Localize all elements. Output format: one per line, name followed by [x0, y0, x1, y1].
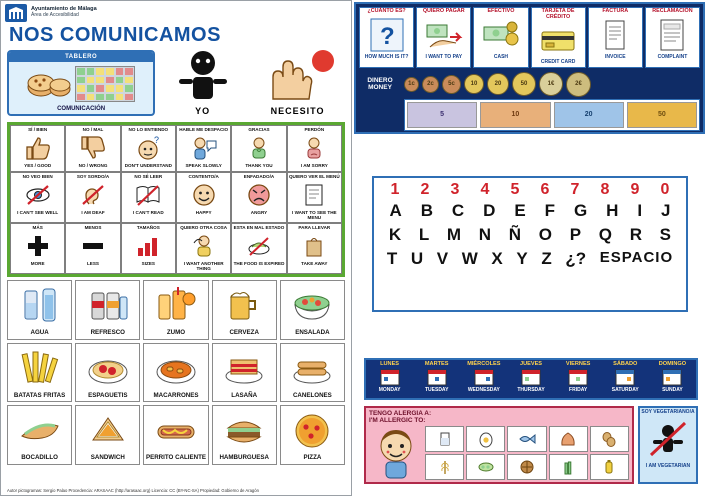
money-label — [359, 77, 401, 91]
cell-bottom-label: DON'T UNDERSTAND — [124, 163, 172, 168]
calendar-icon — [367, 367, 412, 387]
lasagna-icon — [214, 346, 275, 392]
food-cell-espaguetis[interactable] — [75, 343, 140, 403]
sorry-person-icon — [288, 133, 341, 163]
mini-board-grid — [75, 66, 135, 102]
letter-e[interactable]: E — [514, 201, 526, 220]
food-label: ESPAGUETIS — [88, 391, 128, 399]
food-label: SANDWICH — [90, 454, 125, 462]
day-label-es: VIERNES — [565, 361, 591, 367]
no-meat-icon — [640, 416, 696, 462]
food-label: ENSALADA — [295, 329, 330, 337]
grid-cell-more[interactable] — [10, 223, 65, 274]
card-label-en: COMPLAINT — [657, 53, 688, 60]
calendar-icon — [556, 367, 601, 387]
cell-bottom-label: SPEAK SLOWLY — [185, 163, 222, 168]
spaghetti-icon — [77, 346, 138, 392]
svg-text:?: ? — [154, 135, 160, 145]
coin-50c[interactable]: 50 — [512, 72, 536, 96]
baguette-sandwich-icon — [9, 408, 70, 454]
letter-h[interactable]: H — [606, 201, 619, 220]
coin-1c[interactable]: 1c — [404, 77, 419, 92]
food-label: LASAÑA — [231, 391, 258, 399]
card-label-es: RECLAMACIÓN — [652, 8, 693, 14]
letter-m[interactable]: M — [446, 225, 462, 244]
vegetarian-label-es: SOY VEGETARIANO/A — [641, 409, 695, 415]
question-key[interactable]: ¿? — [565, 249, 587, 268]
brand-text — [31, 7, 97, 18]
grid-cell-other-thing[interactable] — [176, 223, 231, 274]
letter-y[interactable]: Y — [516, 249, 528, 268]
day-label-es: MARTES — [424, 361, 449, 367]
grid-cell-less[interactable] — [65, 223, 120, 274]
cell-top-label: MÁS — [32, 225, 43, 231]
speaking-person-icon — [177, 133, 230, 163]
cell-bottom-label: SIZES — [141, 261, 155, 267]
allergy-panel — [364, 406, 634, 484]
cell-top-label: SÍ / BIEN — [28, 127, 48, 132]
me-label: YO — [195, 106, 211, 116]
allergy-title — [366, 408, 632, 424]
note-10[interactable]: 10 — [480, 102, 550, 128]
food-label: ZUMO — [166, 329, 186, 337]
food-cell-bocadillo[interactable] — [7, 405, 72, 465]
number-1[interactable]: 1 — [390, 181, 400, 198]
note-50[interactable]: 50 — [627, 102, 697, 128]
number-7[interactable]: 7 — [570, 181, 580, 198]
cell-top-label: ENFADADO/A — [243, 174, 275, 179]
grid-cell-dont-understand[interactable] — [121, 125, 176, 172]
day-thursday[interactable] — [507, 360, 554, 398]
food-cell-pizza[interactable] — [280, 405, 345, 465]
cell-top-label: HABLE ME DESPACIO — [179, 127, 229, 132]
minus-icon — [66, 231, 119, 261]
calendar-icon — [603, 367, 648, 387]
grid-cell-speak-slowly[interactable] — [176, 125, 231, 172]
card-credit-card[interactable] — [531, 7, 586, 68]
sandwich-icon — [77, 408, 138, 454]
letter-w[interactable]: W — [461, 249, 478, 268]
me-card — [161, 49, 244, 116]
city-logo-icon — [5, 4, 27, 22]
coin-5c[interactable]: 5c — [442, 75, 461, 94]
grid-cell-angry[interactable] — [231, 172, 286, 223]
number-4[interactable]: 4 — [480, 181, 490, 198]
day-label-es: DOMINGO — [658, 361, 687, 367]
calendar-icon — [461, 367, 506, 387]
number-3[interactable]: 3 — [450, 181, 460, 198]
alphabet-row-2 — [374, 223, 686, 247]
person-icon — [167, 49, 239, 101]
cell-top-label: NO VEO BIEN — [22, 174, 53, 179]
soda-can-icon — [77, 283, 138, 329]
thumbs-up-icon — [11, 133, 64, 163]
allergy-item-gluten[interactable] — [425, 454, 464, 480]
card-label-en: INVOICE — [604, 53, 626, 60]
coin-1e[interactable]: 1€ — [539, 72, 563, 96]
cell-bottom-label: I CAN'T SEE WELL — [17, 210, 59, 215]
food-label: CERVEZA — [229, 329, 259, 337]
letter-j[interactable]: J — [661, 201, 671, 220]
day-friday[interactable] — [555, 360, 602, 398]
calendar-icon — [508, 367, 553, 387]
food-cell-perrito-caliente[interactable] — [143, 405, 208, 465]
card-cash[interactable] — [473, 7, 528, 68]
need-card — [250, 49, 345, 116]
card-label-es: QUIERO PAGAR — [422, 8, 465, 14]
day-label-en: MONDAY — [378, 387, 401, 393]
cell-top-label: PERDÓN — [304, 127, 325, 132]
card-label-en: CASH — [493, 53, 509, 60]
cell-top-label: NO SÉ LEER — [134, 174, 163, 179]
money-label-es: DINERO — [367, 76, 393, 84]
day-sunday[interactable] — [649, 360, 696, 398]
day-wednesday[interactable] — [460, 360, 507, 398]
card-label-es: FACTURA — [602, 8, 629, 14]
grid-cell-yes[interactable] — [10, 125, 65, 172]
sandwich-icon — [27, 67, 71, 101]
allergy-item-celery[interactable] — [549, 454, 588, 480]
day-label-en: THURSDAY — [517, 387, 545, 393]
notes-list — [404, 99, 700, 131]
food-label: CANELONES — [292, 391, 332, 399]
coin-20c[interactable]: 20 — [487, 73, 509, 95]
card-label-en: I WANT TO PAY — [425, 53, 463, 60]
allergy-body — [366, 424, 632, 482]
food-label: PERRITO CALIENTE — [145, 454, 207, 462]
alphabet-row-1 — [374, 199, 686, 223]
question-mark-icon — [361, 15, 412, 55]
grid-cell-cant-see[interactable] — [10, 172, 65, 223]
letter-g[interactable]: G — [573, 201, 588, 220]
day-label-en: WEDNESDAY — [467, 387, 500, 393]
ear-crossed-icon — [66, 180, 119, 210]
allergy-item-fish[interactable] — [507, 426, 546, 452]
letter-r[interactable]: R — [629, 225, 642, 244]
grid-cell-deaf[interactable] — [65, 172, 120, 223]
cell-bottom-label: THE FOOD IS EXPIRED — [233, 261, 285, 267]
letter-v[interactable]: V — [436, 249, 449, 268]
macaroni-icon — [145, 346, 206, 392]
letter-f[interactable]: F — [544, 201, 556, 220]
letter-x[interactable]: X — [491, 249, 503, 268]
grid-cell-cant-read[interactable] — [121, 172, 176, 223]
communication-grid — [7, 122, 345, 277]
allergic-child-icon — [369, 426, 423, 480]
food-label: BOCADILLO — [21, 454, 58, 462]
cell-top-label: PARA LLEVAR — [298, 225, 331, 231]
number-9[interactable]: 9 — [630, 181, 640, 198]
board-card — [7, 50, 155, 116]
letter-b[interactable]: B — [420, 201, 433, 220]
other-thing-icon — [177, 231, 230, 261]
card-i-want-to-pay[interactable] — [416, 7, 471, 68]
cell-top-label: NO / MAL — [82, 127, 104, 132]
cell-top-label: QUIERO OTRA COSA — [180, 225, 228, 231]
cell-bottom-label: YES / GOOD — [24, 163, 52, 168]
day-label-es: LUNES — [380, 361, 400, 367]
food-label: BATATAS FRITAS — [13, 391, 66, 399]
confused-face-icon — [122, 133, 175, 163]
page-title: NOS COMUNICAMOS — [9, 24, 221, 46]
letter-enye[interactable]: Ñ — [508, 225, 522, 244]
food-label: AGUA — [30, 329, 49, 337]
letter-s[interactable]: S — [659, 225, 672, 244]
notes-row — [356, 98, 703, 132]
happy-face-icon — [177, 180, 230, 210]
food-cell-zumo[interactable] — [143, 280, 208, 340]
sizes-bars-icon — [122, 231, 175, 261]
pizza-icon — [282, 408, 343, 454]
day-label-es: MIÉRCOLES — [467, 361, 501, 367]
food-cell-refresco[interactable] — [75, 280, 140, 340]
food-label: PIZZA — [303, 454, 322, 462]
money-panel — [354, 2, 705, 134]
card-label-en: CREDIT CARD — [540, 59, 576, 66]
letter-l[interactable]: L — [418, 225, 430, 244]
letter-c[interactable]: C — [451, 201, 465, 220]
number-5[interactable]: 5 — [510, 181, 520, 198]
money-label-en: MONEY — [368, 84, 392, 92]
cell-top-label: SOY SORDO/A — [76, 174, 110, 179]
grid-cell-happy[interactable] — [176, 172, 231, 223]
day-saturday[interactable] — [602, 360, 649, 398]
cell-top-label: MENOS — [84, 225, 102, 231]
letter-i[interactable]: I — [637, 201, 643, 220]
food-label: MACARRONES — [153, 391, 199, 399]
cell-top-label: CONTENTO/A — [188, 174, 219, 179]
letter-o[interactable]: O — [538, 225, 552, 244]
letter-a[interactable]: A — [389, 201, 402, 220]
svg-text:?: ? — [379, 22, 395, 50]
juice-glass-icon — [145, 283, 206, 329]
cell-bottom-label: I CAN'T READ — [132, 210, 164, 215]
allergy-item-egg[interactable] — [466, 426, 505, 452]
board-card-caption-top: TABLERO — [9, 52, 153, 62]
coin-2e[interactable]: 2€ — [566, 72, 591, 97]
cell-top-label: QUIERO VER EL MENÚ — [288, 174, 340, 179]
menu-card-icon — [288, 180, 341, 210]
hand-and-dot-icon — [255, 49, 341, 101]
letter-k[interactable]: K — [388, 225, 402, 244]
money-top-cards — [356, 4, 703, 71]
board-card-caption-bottom: COMUNICACIÓN — [57, 106, 106, 112]
board-card-body — [9, 62, 153, 106]
hot-dog-icon — [145, 408, 206, 454]
calendar-icon — [414, 367, 459, 387]
space-key[interactable]: ESPACIO — [599, 249, 674, 266]
cell-bottom-label: I WANT ANOTHER THING — [183, 261, 224, 272]
letter-p[interactable]: P — [569, 225, 582, 244]
food-cell-ensalada[interactable] — [280, 280, 345, 340]
cell-bottom-label: THANK YOU — [245, 163, 273, 168]
allergy-title-en: I'M ALLERGIC TO: — [369, 417, 426, 425]
food-label: REFRESCO — [90, 329, 125, 337]
cell-top-label: TAMAÑOS — [136, 225, 160, 231]
brand-header — [1, 1, 351, 22]
paying-hand-icon — [418, 15, 469, 55]
thanks-hands-icon — [232, 133, 285, 163]
cell-bottom-label: NO / WRONG — [78, 163, 108, 168]
card-complaint[interactable] — [645, 7, 700, 68]
food-label: HAMBURGUESA — [219, 454, 269, 462]
allergy-item-mustard[interactable] — [590, 454, 629, 480]
day-label-es: SÁBADO — [613, 361, 638, 367]
note-20[interactable]: 20 — [554, 102, 624, 128]
allergy-item-nuts[interactable] — [507, 454, 546, 480]
invoice-icon — [590, 15, 641, 55]
org-line-2: Área de Accesibilidad — [31, 12, 79, 19]
food-grid — [7, 280, 345, 465]
complaint-form-icon — [647, 15, 698, 55]
letter-d[interactable]: D — [483, 201, 496, 220]
day-tuesday[interactable] — [413, 360, 460, 398]
coin-10c[interactable]: 10 — [464, 74, 484, 94]
allergy-items — [425, 426, 629, 480]
grid-cell-food-expired[interactable] — [231, 223, 286, 274]
food-cell-lasana[interactable] — [212, 343, 277, 403]
spoiled-food-icon — [232, 231, 285, 261]
food-cell-batatas-fritas[interactable] — [7, 343, 72, 403]
day-label-en: TUESDAY — [424, 387, 449, 393]
cell-bottom-label: I AM SORRY — [300, 163, 328, 168]
card-label-es: TARJETA DE CRÉDITO — [541, 8, 575, 20]
cell-top-label: NO LO ENTIENDO — [128, 127, 169, 132]
alphabet-row-3 — [374, 247, 686, 271]
salad-bowl-icon — [282, 283, 343, 329]
org-line-1: Ayuntamiento de Málaga — [31, 6, 97, 13]
day-monday[interactable] — [366, 360, 413, 398]
day-label-en: SUNDAY — [662, 387, 683, 393]
plus-icon — [11, 231, 64, 261]
top-cards-row — [1, 49, 351, 120]
hamburger-icon — [214, 408, 275, 454]
card-invoice[interactable] — [588, 7, 643, 68]
coins-row — [356, 71, 703, 98]
calendar-icon — [650, 367, 695, 387]
beer-mug-icon — [214, 283, 275, 329]
grid-cell-sorry[interactable] — [287, 125, 342, 172]
letter-n[interactable]: N — [478, 225, 492, 244]
book-crossed-icon — [122, 180, 175, 210]
day-label-es: JUEVES — [519, 361, 543, 367]
eye-crossed-icon — [11, 180, 64, 210]
day-label-en: SATURDAY — [611, 387, 639, 393]
need-label: NECESITO — [270, 106, 325, 116]
allergy-item-peanut[interactable] — [590, 426, 629, 452]
letter-q[interactable]: Q — [598, 225, 612, 244]
card-label-es: EFECTIVO — [487, 8, 515, 14]
card-how-much[interactable] — [359, 7, 414, 68]
allergy-item-milk[interactable] — [425, 426, 464, 452]
grid-cell-no[interactable] — [65, 125, 120, 172]
vegetarian-label-en: I AM VEGETARIAN — [645, 462, 691, 469]
water-glass-icon — [9, 283, 70, 329]
note-5[interactable]: 5 — [407, 102, 477, 128]
number-6[interactable]: 6 — [540, 181, 550, 198]
grid-cell-take-away[interactable] — [287, 223, 342, 274]
days-panel — [364, 358, 698, 400]
takeaway-bag-icon — [288, 231, 341, 261]
angry-face-icon — [232, 180, 285, 210]
right-panel — [354, 0, 705, 496]
alphabet-panel — [372, 176, 688, 312]
allergy-item-soy[interactable] — [466, 454, 505, 480]
allergy-title-es: TENGO ALERGIA A: — [369, 410, 432, 417]
number-2[interactable]: 2 — [420, 181, 430, 198]
cell-bottom-label: HAPPY — [195, 210, 212, 215]
cell-bottom-label: LESS — [86, 261, 99, 267]
credit-card-icon — [533, 20, 584, 60]
letter-t[interactable]: T — [386, 249, 398, 268]
grid-cell-see-menu[interactable] — [287, 172, 342, 223]
card-label-es: ¿CUÁNTO ES? — [367, 8, 406, 14]
cell-bottom-label: I WANT TO SEE THE MENU — [292, 210, 337, 221]
food-cell-canelones[interactable] — [280, 343, 345, 403]
card-label-en: HOW MUCH IS IT? — [364, 53, 409, 60]
cannelloni-icon — [282, 346, 343, 392]
food-cell-agua[interactable] — [7, 280, 72, 340]
coins-list — [404, 72, 700, 97]
cell-bottom-label: I AM DEAF — [81, 210, 105, 215]
allergy-item-shellfish[interactable] — [549, 426, 588, 452]
grid-cell-thank-you[interactable] — [231, 125, 286, 172]
cell-top-label: GRACIAS — [248, 127, 270, 132]
thumbs-down-icon — [66, 133, 119, 163]
number-0[interactable]: 0 — [660, 181, 670, 198]
cash-icon — [475, 15, 526, 55]
cell-bottom-label: MORE — [30, 261, 45, 267]
food-cell-cerveza[interactable] — [212, 280, 277, 340]
vegetarian-panel[interactable] — [638, 406, 698, 484]
food-cell-sandwich[interactable] — [75, 405, 140, 465]
letter-z[interactable]: Z — [541, 249, 552, 268]
number-8[interactable]: 8 — [600, 181, 610, 198]
food-cell-macarrones[interactable] — [143, 343, 208, 403]
food-cell-hamburguesa[interactable] — [212, 405, 277, 465]
numbers-row — [374, 178, 686, 199]
coin-2c[interactable]: 2c — [422, 76, 439, 93]
credits-left: Autor pictogramas: Sergio Palao Procedencia: ARASAAC (http://arasaac.org) Licencia: CC (BY-NC-SA) Propiedad: Gobierno de Aragón — [7, 488, 259, 493]
cell-bottom-label: TAKE AWAY — [301, 261, 328, 267]
cell-top-label: ESTA EN MAL ESTADO — [233, 225, 285, 231]
left-panel — [0, 0, 352, 496]
grid-cell-sizes[interactable] — [121, 223, 176, 274]
cell-bottom-label: ANGRY — [250, 210, 268, 215]
letter-u[interactable]: U — [410, 249, 424, 268]
french-fries-icon — [9, 346, 70, 392]
day-label-en: FRIDAY — [569, 387, 588, 393]
